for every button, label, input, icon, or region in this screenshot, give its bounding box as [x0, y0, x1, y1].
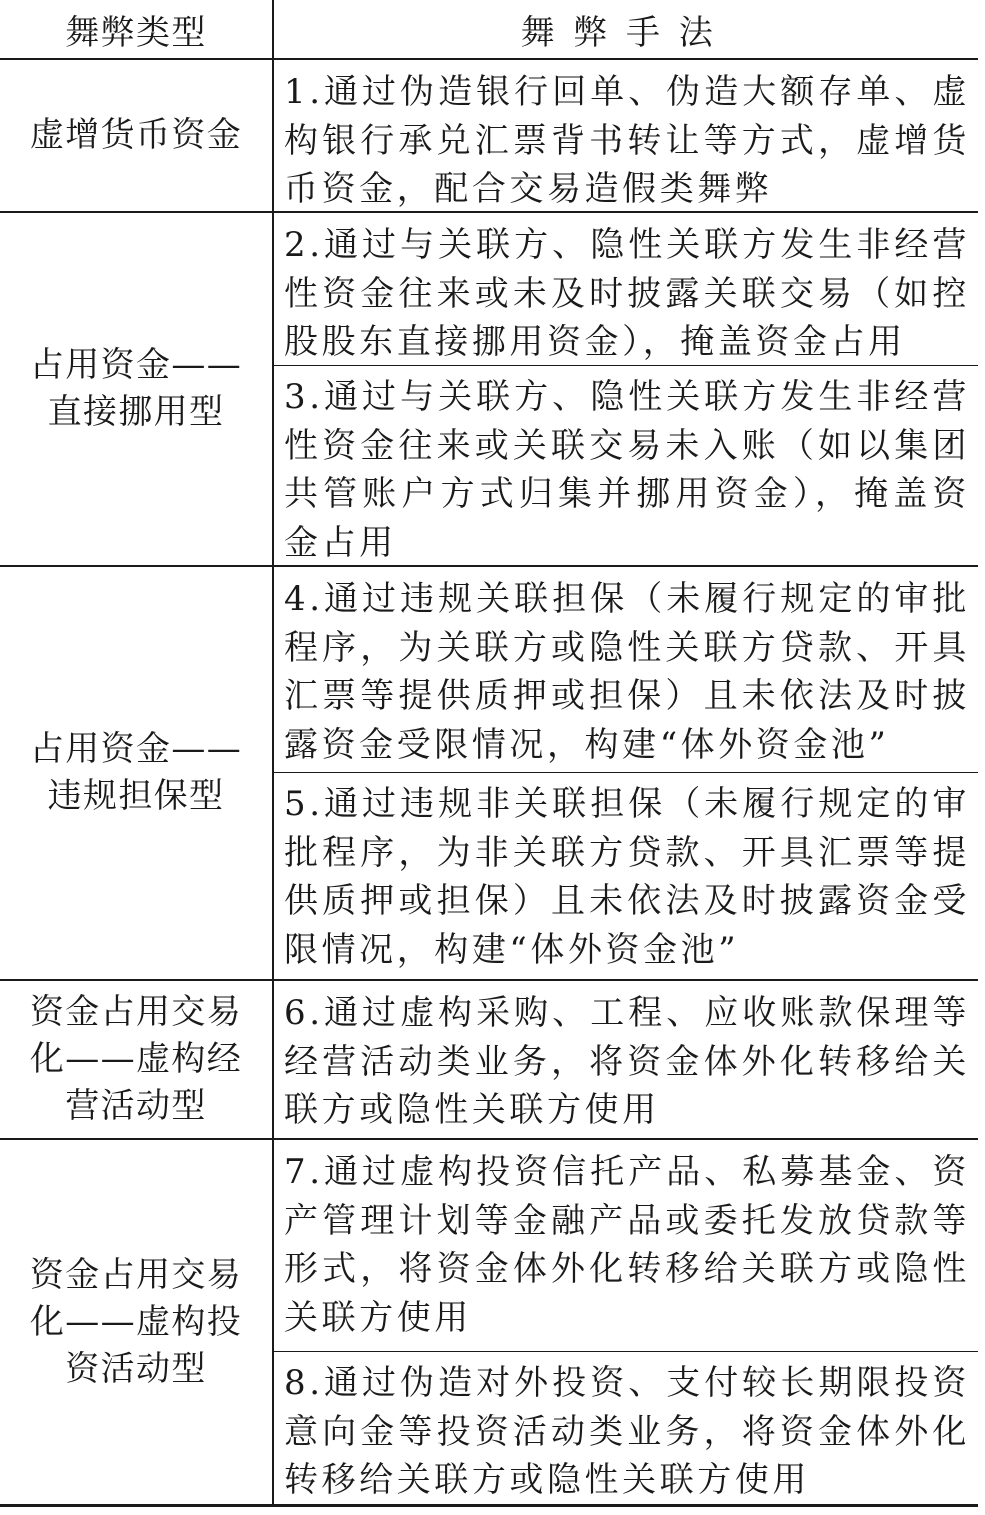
method-text: 1.通过伪造银行回单、伪造大额存单、虚构银行承兑汇票背书转让等方式，虚增货币资金，配合交易造假类舞弊 [284, 72, 970, 209]
table-rule-inner-3 [274, 772, 978, 773]
type-cell [0, 981, 272, 1138]
method-text: 5.通过违规非关联担保（未履行规定的审批程序，为非关联方贷款、开具汇票等提供质押或担保）且未依法及时披露资金受限情况，构建“体外资金池” [284, 784, 970, 970]
method-cell [284, 575, 970, 769]
method-text: 7.通过虚构投资信托产品、私募基金、资产管理计划等金融产品或委托发放贷款等形式，将资金体外化转移给关联方或隐性关联方使用 [284, 1152, 970, 1338]
method-cell [284, 1148, 970, 1342]
type-label: 虚增货币资金 [29, 115, 243, 155]
type-label: 资金占用交易化——虚构经营活动型 [29, 992, 243, 1126]
type-label: 占用资金——违规担保型 [29, 729, 243, 816]
method-text: 6.通过虚构采购、工程、应收账款保理等经营活动类业务，将资金体外化转移给关联方或隐性关联方使用 [284, 993, 970, 1130]
type-label: 占用资金——直接挪用型 [29, 345, 243, 432]
method-text: 2.通过与关联方、隐性关联方发生非经营性资金往来或未及时披露关联交易（如控股股东直接挪用资金），掩盖资金占用 [284, 225, 970, 362]
method-text: 3.通过与关联方、隐性关联方发生非经营性资金往来或关联交易未入账（如以集团共管账户方式归集并挪用资金），掩盖资金占用 [284, 377, 970, 563]
method-cell [284, 221, 970, 367]
method-cell [284, 68, 970, 214]
header-fraud-method: 舞弊手法 [520, 12, 732, 53]
type-cell [0, 1140, 272, 1504]
table-column-divider [272, 0, 274, 1506]
method-cell [284, 373, 970, 567]
method-cell [284, 1359, 970, 1505]
method-text: 8.通过伪造对外投资、支付较长期限投资意向金等投资活动类业务，将资金体外化转移给关联方或隐性关联方使用 [284, 1363, 970, 1500]
type-cell [0, 213, 272, 565]
type-label: 资金占用交易化——虚构投资活动型 [29, 1254, 243, 1389]
header-fraud-type: 舞弊类型 [65, 12, 207, 53]
method-cell [284, 989, 970, 1135]
type-cell [0, 60, 272, 211]
method-text: 4.通过违规关联担保（未履行规定的审批程序，为关联方或隐性关联方贷款、开具汇票等提供质押或担保）且未依法及时披露资金受限情况，构建“体外资金池” [284, 579, 970, 765]
table-rule-inner-5 [274, 1351, 978, 1352]
type-cell [0, 567, 272, 979]
method-cell [284, 780, 970, 974]
